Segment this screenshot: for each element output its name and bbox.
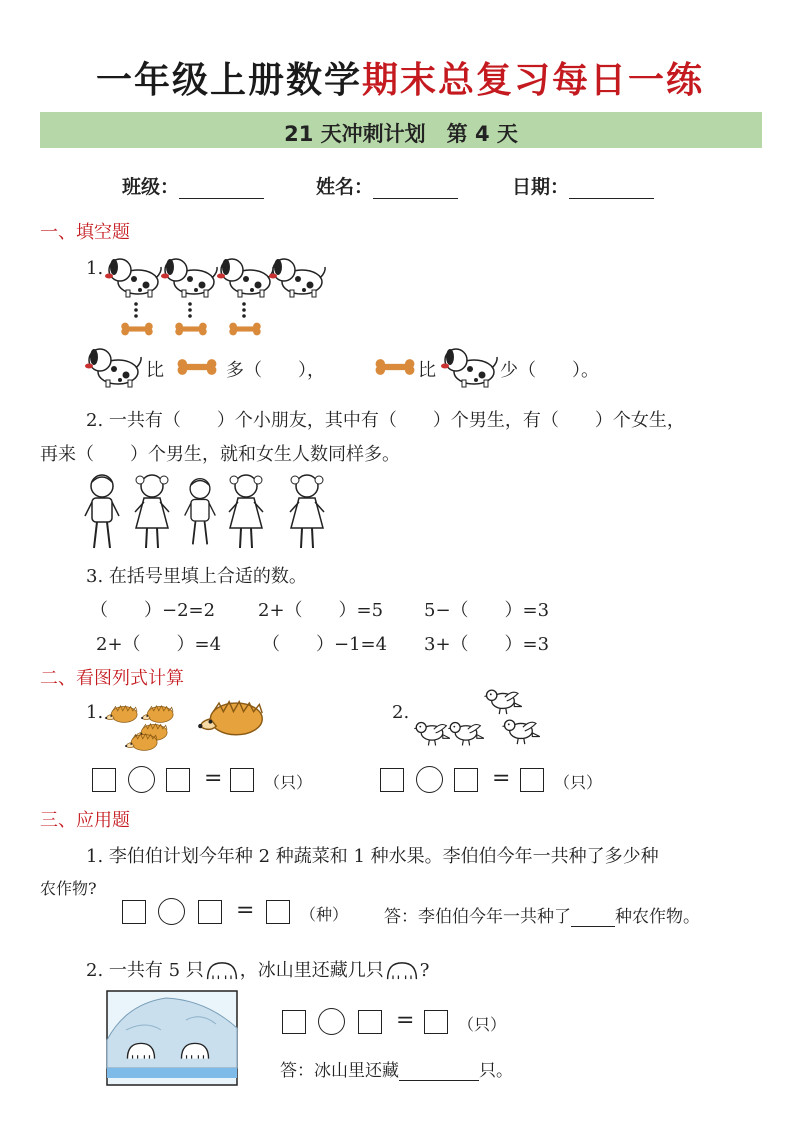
answer-box[interactable] (282, 1010, 306, 1034)
bone-icon (175, 323, 206, 336)
name-field (316, 172, 458, 199)
hedgehog-icon (198, 702, 262, 735)
name-blank[interactable] (373, 180, 458, 199)
q3-eq-5[interactable]: （ ）−1=4 (262, 634, 388, 655)
children-image (82, 472, 342, 552)
operator-circle[interactable] (158, 898, 185, 925)
q1-number: 1. (86, 258, 104, 279)
s3-q2-b: ，冰山里还藏几只 (239, 960, 384, 981)
s3-q2-answer-blank[interactable] (399, 1062, 479, 1081)
s3-q2-answer-b: 只。 (479, 1061, 513, 1081)
q3-eq-4[interactable]: 2+（ ）=4 (96, 634, 222, 655)
hedgehog-icon (141, 706, 173, 723)
s3-q2-c: ? (419, 960, 430, 981)
q1-text-less: 少（ ）。 (500, 360, 599, 381)
dog-icon (105, 259, 161, 297)
s3-q2-answer-a: 答：冰山里还藏 (280, 1061, 399, 1081)
answer-box[interactable] (380, 768, 404, 792)
name-label: 姓名： (316, 176, 374, 198)
s3-q1-answer-blank[interactable] (571, 908, 615, 927)
class-field (122, 172, 264, 199)
unit-label: （只） (458, 1015, 507, 1034)
equals-sign: = (236, 898, 255, 923)
answer-box[interactable] (424, 1010, 448, 1034)
mole-icon (181, 1043, 208, 1058)
operator-circle[interactable] (318, 1008, 345, 1035)
class-blank[interactable] (179, 180, 264, 199)
bone-icon (374, 358, 416, 376)
s3-q2-a: 2. 一共有 5 只 (86, 960, 204, 981)
hedgehog-icon (125, 734, 157, 751)
title-black: 一年级上册数学 (95, 60, 362, 101)
q1-text-bi-1: 比 (146, 360, 164, 381)
bone-icon (176, 358, 218, 376)
s2-q1-number: 1. (86, 702, 104, 723)
title-red: 期末总复习每日一练 (362, 60, 705, 101)
equals-sign: = (204, 766, 223, 791)
answer-box[interactable] (230, 768, 254, 792)
mole-icon (204, 959, 240, 983)
plan-banner (40, 112, 762, 148)
q3-eq-2[interactable]: 2+（ ）=5 (258, 600, 384, 621)
bone-icon (229, 323, 260, 336)
dog-icon (161, 259, 217, 297)
date-blank[interactable] (569, 180, 654, 199)
dog-icon (84, 344, 144, 388)
section-heading-word-problems: 三、应用题 (40, 810, 130, 831)
s3-q1-line1: 1. 李伯伯计划今年种 2 种蔬菜和 1 种水果。李伯伯今年一共种了多少种 (86, 846, 659, 867)
q3-eq-3[interactable]: 5−（ ）=3 (424, 600, 550, 621)
unit-label: （只） (264, 773, 313, 792)
equals-sign: = (396, 1008, 415, 1033)
q2-line2: 再来（ ）个男生，就和女生人数同样多。 (40, 444, 400, 465)
operator-circle[interactable] (416, 766, 443, 793)
unit-label: （种） (300, 905, 349, 924)
date-field (512, 172, 654, 199)
dog-icon (440, 344, 500, 388)
mole-icon (384, 959, 420, 983)
hedgehog-icon (105, 706, 137, 723)
s3-q1-answer-b: 种农作物。 (615, 907, 700, 927)
q2-line1: 2. 一共有（ ）个小朋友，其中有（ ）个男生，有（ ）个女生， (86, 410, 685, 431)
s3-q1-line2: 农作物? (40, 879, 97, 898)
answer-box[interactable] (358, 1010, 382, 1034)
s2-q2-number: 2. (392, 702, 410, 723)
hedgehogs-image (104, 694, 274, 752)
bird-icon (483, 690, 522, 714)
answer-box[interactable] (166, 768, 190, 792)
q3-label: 3. 在括号里填上合适的数。 (86, 566, 307, 587)
date-label: 日期： (512, 176, 570, 198)
bird-icon (447, 723, 484, 746)
equals-sign: = (492, 766, 511, 791)
mole-icon (127, 1043, 154, 1058)
iceberg-image (106, 990, 238, 1086)
answer-box[interactable] (520, 768, 544, 792)
bird-icon (413, 723, 450, 746)
q3-eq-1[interactable]: （ ）−2=2 (90, 600, 216, 621)
girl-icon (290, 475, 324, 548)
answer-box[interactable] (92, 768, 116, 792)
q3-eq-6[interactable]: 3+（ ）=3 (424, 634, 550, 655)
dog-icon (217, 259, 273, 297)
answer-box[interactable] (454, 768, 478, 792)
answer-box[interactable] (198, 900, 222, 924)
girl-icon (229, 475, 263, 548)
section-heading-picture-calc: 二、看图列式计算 (40, 668, 184, 689)
worksheet-title (0, 52, 800, 103)
class-label: 班级： (122, 176, 180, 198)
section-heading-fill-blank: 一、填空题 (40, 222, 130, 243)
answer-box[interactable] (122, 900, 146, 924)
birds-image (412, 682, 552, 754)
dog-icon (269, 259, 325, 297)
dotted-connectors (104, 300, 334, 342)
s3-q2-answer (280, 1056, 513, 1081)
dogs-row (104, 250, 334, 302)
s3-q1-answer (384, 902, 700, 927)
s3-q1-answer-a: 答：李伯伯今年一共种了 (384, 907, 571, 927)
answer-box[interactable] (266, 900, 290, 924)
bird-icon (501, 720, 540, 744)
q1-text-more: 多（ ）， (226, 360, 325, 381)
unit-label: （只） (554, 773, 603, 792)
operator-circle[interactable] (128, 766, 155, 793)
s3-q2-question (86, 956, 429, 983)
bone-icon (121, 323, 152, 336)
girl-icon (135, 475, 169, 548)
banner-text: 21 天冲刺计划 第 4 天 (284, 122, 518, 146)
q1-text-bi-2: 比 (418, 360, 436, 381)
boy-icon (85, 475, 119, 548)
boy-icon (185, 479, 216, 545)
